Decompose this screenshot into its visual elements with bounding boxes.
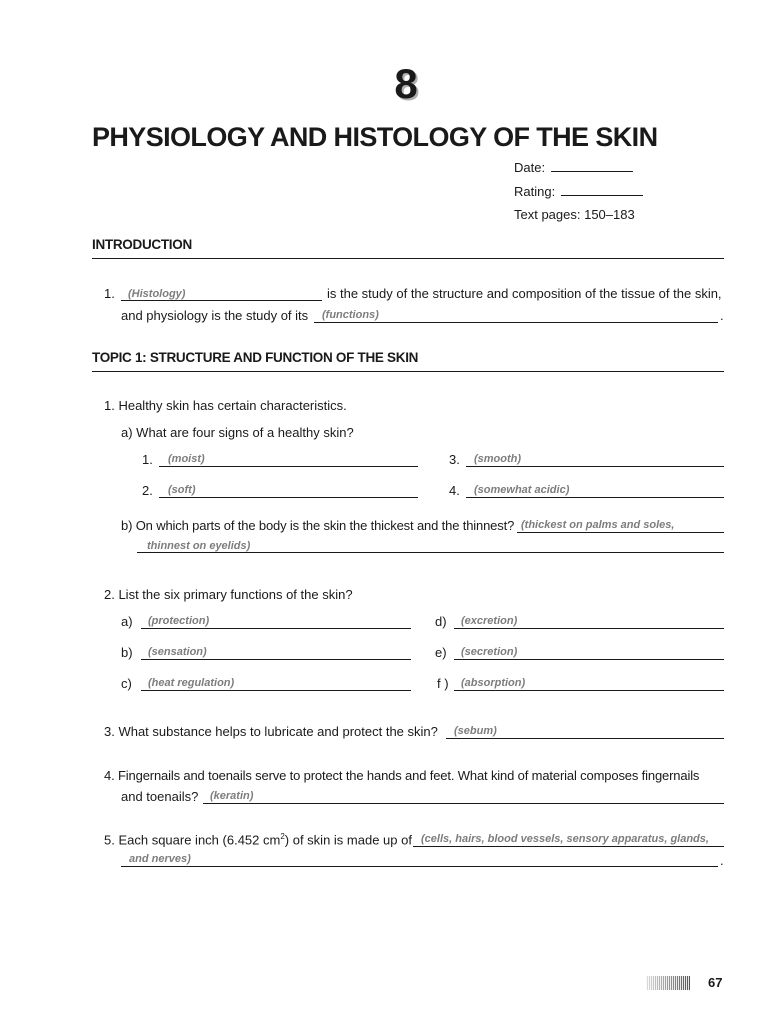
function-a-blank[interactable] bbox=[141, 628, 411, 629]
function-b-letter: b) bbox=[121, 645, 133, 660]
sign-1-answer: (moist) bbox=[168, 453, 205, 465]
rating-label: Rating: bbox=[514, 184, 556, 199]
topic1-q5-text bbox=[104, 832, 412, 847]
function-d-letter: d) bbox=[435, 614, 447, 629]
sign-4-number: 4. bbox=[449, 483, 460, 498]
q5-superscript: 2 bbox=[280, 832, 285, 841]
intro-q1-blank1[interactable] bbox=[121, 300, 322, 301]
function-f-answer: (absorption) bbox=[461, 677, 526, 689]
date-blank[interactable] bbox=[551, 160, 633, 172]
function-e-letter: e) bbox=[435, 645, 447, 660]
page-number: 67 bbox=[708, 975, 723, 990]
function-e-blank[interactable] bbox=[454, 659, 724, 660]
topic1-q1a-text: a) What are four signs of a healthy skin? bbox=[121, 425, 354, 440]
function-a-answer: (protection) bbox=[148, 615, 210, 627]
function-d-answer: (excretion) bbox=[461, 615, 518, 627]
topic1-q4-text2: and toenails? bbox=[121, 789, 199, 804]
q5-answer2: and nerves) bbox=[129, 853, 191, 865]
q5-blank2[interactable] bbox=[121, 866, 718, 867]
function-f-blank[interactable] bbox=[454, 690, 724, 691]
topic1-q4-text1: 4. Fingernails and toenails serve to protect the hands and feet. What kind of material composes fingernails bbox=[104, 768, 700, 783]
function-c-letter: c) bbox=[121, 676, 132, 691]
q5-period: . bbox=[720, 853, 724, 868]
sign-4-answer: (somewhat acidic) bbox=[474, 484, 570, 496]
section-heading-introduction: INTRODUCTION bbox=[92, 237, 724, 259]
q5-blank1[interactable] bbox=[413, 846, 724, 847]
function-c-answer: (heat regulation) bbox=[148, 677, 235, 689]
q4-blank[interactable] bbox=[203, 803, 724, 804]
intro-q1-number: 1. bbox=[104, 286, 115, 301]
q5-text-a: 5. Each square inch (6.452 cm bbox=[104, 832, 281, 848]
sign-4-blank[interactable] bbox=[466, 497, 724, 498]
intro-q1-period: . bbox=[720, 308, 724, 323]
date-label: Date: bbox=[514, 160, 546, 175]
sign-2-number: 2. bbox=[142, 483, 153, 498]
topic1-q1-text: 1. Healthy skin has certain characteristics. bbox=[104, 398, 347, 413]
sign-2-blank[interactable] bbox=[159, 497, 418, 498]
rating-field bbox=[514, 184, 643, 199]
q3-answer: (sebum) bbox=[454, 725, 497, 737]
q1b-blank1[interactable] bbox=[517, 532, 724, 533]
function-f-letter: f ) bbox=[437, 676, 449, 691]
sign-1-number: 1. bbox=[142, 452, 153, 467]
topic1-q3-text: 3. What substance helps to lubricate and protect the skin? bbox=[104, 724, 438, 739]
sign-3-number: 3. bbox=[449, 452, 460, 467]
function-c-blank[interactable] bbox=[141, 690, 411, 691]
page-title: PHYSIOLOGY AND HISTOLOGY OF THE SKIN bbox=[92, 122, 658, 152]
q5-text-b: ) of skin is made up of bbox=[284, 832, 412, 848]
intro-q1-text2: and physiology is the study of its bbox=[121, 308, 309, 323]
sign-2-answer: (soft) bbox=[168, 484, 196, 496]
intro-q1-text1: is the study of the structure and composition of the tissue of the skin, bbox=[327, 286, 722, 301]
chapter-number: 8 bbox=[394, 60, 418, 107]
q1b-blank2[interactable] bbox=[137, 552, 724, 553]
intro-q1-blank2[interactable] bbox=[314, 322, 718, 323]
rating-blank[interactable] bbox=[561, 184, 643, 196]
sign-3-answer: (smooth) bbox=[474, 453, 522, 465]
intro-q1-answer1: (Histology) bbox=[128, 288, 186, 300]
q1b-answer1: (thickest on palms and soles, bbox=[521, 519, 675, 531]
q4-answer: (keratin) bbox=[210, 790, 254, 802]
topic1-q1b-text: b) On which parts of the body is the skin the thickest and the thinnest? bbox=[121, 518, 515, 533]
q1b-answer2: thinnest on eyelids) bbox=[147, 540, 251, 552]
function-e-answer: (secretion) bbox=[461, 646, 518, 658]
intro-q1-answer2: (functions) bbox=[322, 309, 379, 321]
sign-1-blank[interactable] bbox=[159, 466, 418, 467]
q3-blank[interactable] bbox=[446, 738, 724, 739]
function-d-blank[interactable] bbox=[454, 628, 724, 629]
function-a-letter: a) bbox=[121, 614, 133, 629]
q5-answer1: (cells, hairs, blood vessels, sensory apparatus, glands, bbox=[421, 833, 709, 845]
text-pages: Text pages: 150–183 bbox=[514, 207, 635, 222]
function-b-blank[interactable] bbox=[141, 659, 411, 660]
date-field bbox=[514, 160, 633, 175]
function-b-answer: (sensation) bbox=[148, 646, 207, 658]
section-heading-topic1: TOPIC 1: STRUCTURE AND FUNCTION OF THE SKIN bbox=[92, 350, 724, 372]
topic1-q2-text: 2. List the six primary functions of the skin? bbox=[104, 587, 353, 602]
footer-gradient-bar bbox=[646, 976, 690, 990]
sign-3-blank[interactable] bbox=[466, 466, 724, 467]
